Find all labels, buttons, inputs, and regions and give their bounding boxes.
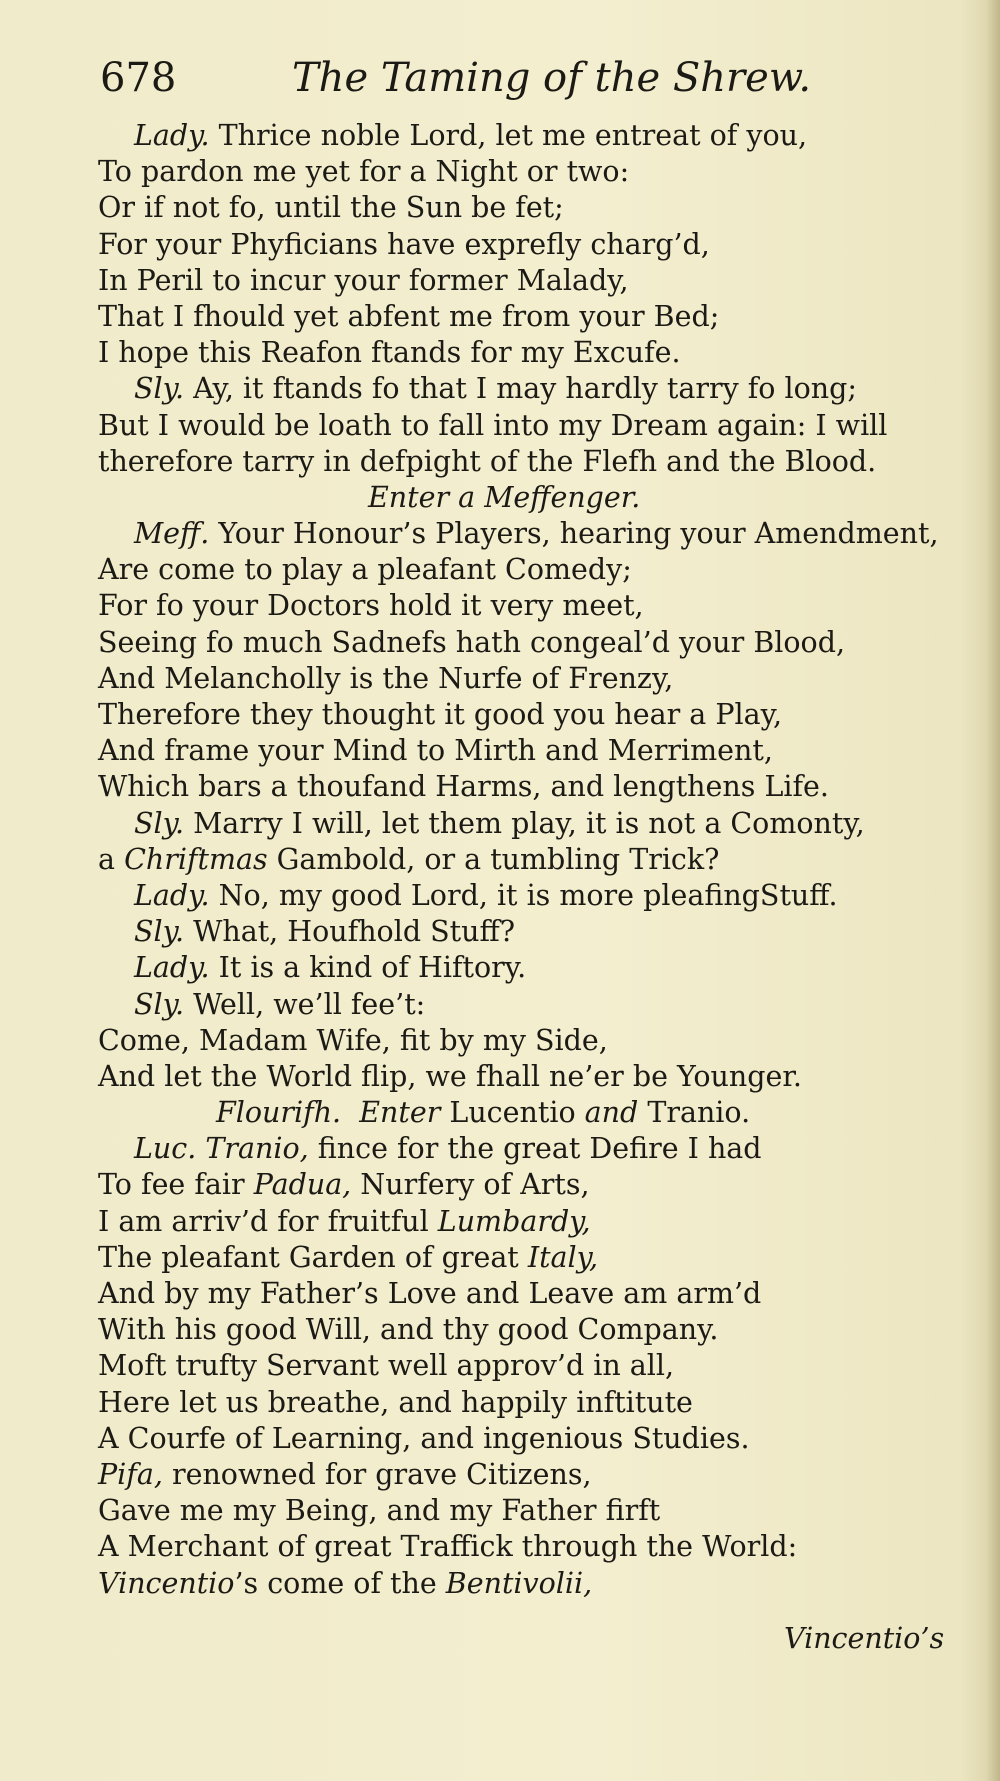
page-header xyxy=(100,48,920,108)
line-text: Marry I will, let them play, it is not a Comonty, xyxy=(184,806,865,840)
line-text: With his good Will, and thy good Company. xyxy=(98,1313,719,1347)
line-text: Seeing fo much Sadnefs hath congeal’d your Blood, xyxy=(98,625,846,659)
line-text: fince for the great Defire I had xyxy=(308,1132,762,1166)
text-line xyxy=(98,335,938,371)
text-line xyxy=(98,950,938,986)
line-text: Are come to play a pleafant Comedy; xyxy=(98,553,632,587)
text-line xyxy=(98,552,938,588)
line-text: renowned for grave Citizens, xyxy=(162,1457,592,1491)
speaker: Lady. xyxy=(134,878,210,912)
page-edge-shadow xyxy=(986,0,1000,1781)
line-text: For fo your Doctors hold it very meet, xyxy=(98,589,644,623)
text-line xyxy=(98,1276,938,1312)
line-text: Which bars a thoufand Harms, and lengthens Life. xyxy=(98,770,829,804)
text-line xyxy=(98,516,938,552)
line-text: Moft trufty Servant well approv’d in all, xyxy=(98,1349,675,1383)
text-line xyxy=(98,1167,938,1203)
italic-word: Padua, xyxy=(253,1168,352,1202)
line-text: Your Honour’s Players, hearing your Amendment, xyxy=(209,517,939,551)
line-text: Therefore they thought it good you hear a Play, xyxy=(98,698,783,731)
line-text: Gave me my Being, and my Father firft xyxy=(98,1494,661,1528)
running-title: The Taming of the Shrew. xyxy=(292,55,812,101)
text-line xyxy=(98,1566,938,1602)
text-line xyxy=(98,227,938,263)
line-text: I am arriv’d for fruitful xyxy=(98,1204,438,1238)
line-text: a xyxy=(98,842,125,876)
play-text xyxy=(98,118,938,1602)
text-line xyxy=(98,588,938,624)
text-line xyxy=(98,154,938,190)
text-line xyxy=(98,987,938,1023)
text-line xyxy=(98,371,938,407)
text-line xyxy=(98,1421,938,1457)
italic-word: Pifa, xyxy=(98,1457,163,1491)
text-line xyxy=(98,408,938,444)
text-line xyxy=(98,733,938,769)
text-line xyxy=(98,1240,938,1276)
text-line xyxy=(98,1023,938,1059)
stage-direction-text: Enter a Meffenger. xyxy=(368,480,641,514)
character-name: Lucentio xyxy=(449,1096,576,1130)
speaker: Meff. xyxy=(134,517,210,551)
line-text: Nurfery of Arts, xyxy=(351,1168,590,1202)
line-text: Thrice noble Lord, let me entreat of you, xyxy=(209,119,808,152)
stage-direction xyxy=(98,1095,938,1131)
line-text: Gambold, or a tumbling Trick? xyxy=(267,842,720,876)
text-line xyxy=(98,1348,938,1384)
line-text: ’s come of the xyxy=(234,1566,446,1600)
text-line xyxy=(98,661,938,697)
character-name: Tranio. xyxy=(647,1096,751,1130)
line-text: And let the World flip, we fhall ne’er be Younger. xyxy=(98,1059,802,1093)
page-number: 678 xyxy=(100,55,177,101)
italic-word: Italy, xyxy=(527,1240,599,1274)
line-text: A Courfe of Learning, and ingenious Studies. xyxy=(98,1421,750,1455)
speaker: Sly. xyxy=(134,987,185,1021)
line-text: A Merchant of great Traffick through the World: xyxy=(98,1530,798,1564)
text-line xyxy=(98,1493,938,1529)
text-line xyxy=(98,1204,938,1240)
text-line xyxy=(98,697,938,733)
line-text: I hope this Reafon ftands for my Excufe. xyxy=(98,336,681,370)
speaker: Sly. xyxy=(134,372,185,406)
text-line xyxy=(98,806,938,842)
stage-direction-text: Enter xyxy=(359,1096,441,1130)
stage-direction-text: and xyxy=(584,1096,639,1130)
text-line xyxy=(98,914,938,950)
speaker: Luc. xyxy=(134,1132,197,1166)
line-text: To pardon me yet for a Night or two: xyxy=(98,155,630,189)
text-line xyxy=(98,625,938,661)
line-text: But I would be loath to fall into my Dream again: I will xyxy=(98,408,888,442)
line-text: In Peril to incur your former Malady, xyxy=(98,263,629,297)
speaker: Lady. xyxy=(134,951,210,985)
text-line xyxy=(98,118,938,154)
stage-direction-text: Flourifh. xyxy=(216,1096,342,1130)
line-text: For your Phyficians have exprefly charg’d, xyxy=(98,227,710,261)
line-text: What, Houfhold Stuff? xyxy=(184,915,515,949)
line-text: To fee fair xyxy=(98,1168,254,1202)
line-text: Ay, it ftands fo that I may hardly tarry fo long; xyxy=(184,372,857,406)
text-line xyxy=(98,1385,938,1421)
line-text: And frame your Mind to Mirth and Merriment, xyxy=(98,734,773,768)
italic-word: Bentivolii, xyxy=(445,1566,593,1600)
text-line xyxy=(98,263,938,299)
text-line xyxy=(98,1131,938,1167)
line-text: Or if not fo, until the Sun be fet; xyxy=(98,191,564,225)
italic-word: Chriftmas xyxy=(124,842,268,876)
line-text: Well, we’ll fee’t: xyxy=(184,987,426,1021)
line-text: And Melancholly is the Nurfe of Frenzy, xyxy=(98,661,674,695)
text-line xyxy=(98,1529,938,1565)
italic-word: Tranio, xyxy=(205,1132,309,1166)
text-line xyxy=(98,1312,938,1348)
catchword: Vincentio’s xyxy=(784,1622,945,1655)
text-line xyxy=(98,878,938,914)
line-text: Come, Madam Wife, fit by my Side, xyxy=(98,1023,608,1057)
line-text: No, my good Lord, it is more pleafingStuff. xyxy=(209,878,838,912)
speaker: Sly. xyxy=(134,806,185,840)
speaker: Lady. xyxy=(134,119,210,152)
speaker: Sly. xyxy=(134,915,185,949)
text-line xyxy=(98,842,938,878)
italic-word: Lumbardy, xyxy=(437,1204,591,1238)
line-text: That I fhould yet abfent me from your Bed; xyxy=(98,299,720,333)
line-text: The pleafant Garden of great xyxy=(98,1240,528,1274)
stage-direction xyxy=(98,480,938,516)
text-line xyxy=(98,190,938,226)
text-line xyxy=(98,299,938,335)
text-line xyxy=(98,1457,938,1493)
italic-word: Vincentio xyxy=(98,1566,235,1600)
line-text: It is a kind of Hiftory. xyxy=(209,951,527,985)
line-text: therefore tarry in defpight of the Flefh and the Blood. xyxy=(98,444,877,478)
text-line xyxy=(98,444,938,480)
text-line xyxy=(98,769,938,805)
line-text: Here let us breathe, and happily inftitute xyxy=(98,1385,693,1419)
line-text: And by my Father’s Love and Leave am arm’d xyxy=(98,1277,762,1310)
text-line xyxy=(98,1059,938,1095)
